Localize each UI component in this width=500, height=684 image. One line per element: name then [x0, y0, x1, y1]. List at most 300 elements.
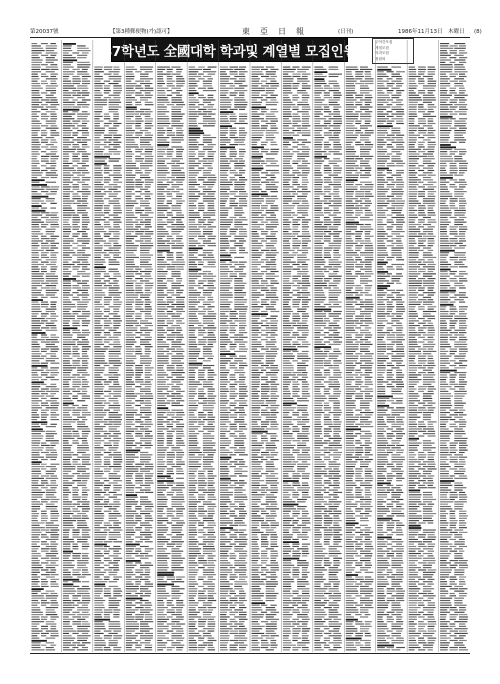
text-line — [266, 351, 277, 352]
text-line — [72, 269, 78, 270]
text-line — [126, 196, 132, 197]
text-line — [167, 226, 176, 227]
text-line — [189, 231, 201, 232]
text-line — [171, 553, 181, 554]
text-line — [113, 153, 120, 154]
text-line — [230, 525, 239, 526]
text-line — [220, 372, 229, 373]
text-line — [72, 595, 81, 596]
text-line — [252, 412, 260, 413]
text-line — [167, 128, 173, 129]
text-line — [109, 139, 119, 140]
text-line — [189, 414, 195, 415]
text-line — [189, 104, 196, 105]
text-line — [266, 461, 274, 462]
text-line — [198, 412, 204, 413]
text-line — [72, 529, 79, 530]
text-line — [82, 529, 91, 530]
text-line — [104, 443, 111, 444]
text-line — [140, 638, 153, 639]
text-line — [94, 562, 104, 563]
text-line — [157, 203, 163, 204]
text-line — [140, 137, 152, 138]
text-line — [203, 553, 212, 554]
text-line — [50, 464, 59, 465]
text-line — [208, 262, 216, 263]
text-line — [270, 99, 276, 100]
text-line — [63, 607, 75, 608]
text-line — [113, 137, 120, 138]
text-line — [167, 511, 176, 512]
text-line — [145, 374, 153, 375]
text-line — [126, 440, 135, 441]
text-line — [72, 616, 81, 617]
text-line — [32, 95, 41, 96]
text-line — [109, 645, 118, 646]
text-line — [198, 567, 205, 568]
text-line — [82, 572, 89, 573]
text-line — [189, 457, 202, 458]
text-line — [189, 649, 197, 650]
text-line — [94, 330, 104, 331]
text-line — [77, 635, 90, 636]
text-line — [167, 631, 174, 632]
text-line — [32, 438, 43, 439]
text-line — [50, 443, 58, 444]
text-line — [220, 71, 226, 72]
text-line — [140, 280, 149, 281]
text-line — [189, 309, 199, 310]
text-line — [113, 304, 121, 305]
text-line — [32, 294, 44, 295]
text-line — [46, 447, 54, 448]
text-line — [167, 297, 172, 298]
text-line — [32, 45, 41, 46]
text-line — [140, 311, 151, 312]
text-line — [135, 118, 142, 119]
text-line — [266, 83, 279, 84]
text-line — [46, 400, 57, 401]
text-line — [189, 318, 198, 319]
text-line — [189, 600, 195, 601]
text-line — [252, 215, 259, 216]
text-line — [82, 353, 87, 354]
text-line — [77, 341, 89, 342]
text-line — [252, 264, 261, 265]
text-line — [46, 508, 57, 509]
text-line — [94, 487, 99, 488]
text-line — [41, 374, 48, 375]
text-line — [252, 158, 262, 159]
text-line — [176, 473, 184, 474]
text-line — [176, 602, 183, 603]
text-line — [167, 269, 176, 270]
text-line — [239, 607, 246, 608]
text-line — [135, 414, 142, 415]
text-line — [157, 461, 165, 462]
text-line — [104, 236, 110, 237]
text-line — [145, 426, 151, 427]
text-line — [157, 149, 166, 150]
text-line — [50, 633, 58, 634]
text-line — [72, 473, 80, 474]
text-line — [94, 309, 100, 310]
text-line — [63, 161, 68, 162]
text-line — [104, 341, 110, 342]
text-line — [252, 118, 264, 119]
text-line — [297, 69, 309, 70]
text-line — [220, 424, 226, 425]
text-line — [167, 609, 175, 610]
text-line — [94, 555, 104, 556]
text-line — [32, 623, 40, 624]
text-line — [171, 379, 183, 380]
text-line — [32, 363, 41, 364]
text-line — [32, 337, 37, 338]
text-line — [252, 431, 268, 433]
text-line — [63, 351, 71, 352]
text-line — [157, 99, 168, 100]
text-line — [252, 421, 258, 422]
text-line — [220, 149, 227, 150]
text-line — [113, 631, 121, 632]
text-line — [234, 102, 247, 103]
text-line — [145, 447, 151, 448]
text-line — [189, 172, 199, 173]
text-line — [220, 139, 231, 140]
text-line — [41, 501, 48, 502]
text-line — [63, 574, 71, 575]
text-line — [109, 574, 117, 575]
text-line — [252, 405, 261, 406]
text-line — [135, 71, 142, 72]
text-line — [140, 142, 150, 143]
text-line — [208, 186, 214, 187]
text-line — [145, 118, 153, 119]
text-line — [266, 548, 274, 549]
text-line — [104, 638, 112, 639]
text-line — [189, 109, 196, 110]
text-line — [94, 384, 102, 385]
text-line — [220, 428, 227, 429]
text-line — [208, 567, 215, 568]
text-line — [126, 419, 134, 420]
text-line — [266, 363, 274, 364]
text-line — [270, 645, 277, 646]
text-line — [126, 184, 135, 185]
text-line — [208, 226, 217, 227]
text-line — [77, 614, 90, 615]
text-line — [32, 97, 43, 98]
text-line — [94, 182, 101, 183]
text-line — [157, 346, 169, 347]
text-line — [261, 579, 267, 580]
text-line — [82, 144, 87, 145]
text-line — [50, 135, 59, 136]
text-line — [234, 584, 247, 585]
text-line — [220, 490, 228, 491]
text-line — [126, 372, 134, 373]
text-line — [167, 482, 176, 483]
text-line — [46, 346, 58, 347]
text-line — [41, 302, 48, 303]
text-line — [126, 438, 134, 439]
text-line — [261, 182, 269, 183]
text-line — [220, 186, 230, 187]
text-line — [171, 569, 183, 570]
text-line — [32, 398, 39, 399]
text-line — [252, 299, 257, 300]
text-line — [189, 464, 202, 465]
text-line — [239, 349, 248, 350]
text-line — [266, 586, 277, 587]
text-line — [270, 412, 278, 413]
text-line — [198, 374, 205, 375]
text-line — [126, 280, 137, 281]
text-line — [261, 334, 268, 335]
text-line — [157, 412, 166, 413]
text-line — [126, 555, 132, 556]
text-line — [94, 226, 103, 227]
text-line — [104, 250, 113, 251]
text-line — [252, 450, 261, 451]
text-line — [104, 334, 111, 335]
text-line — [109, 290, 119, 291]
text-line — [252, 186, 261, 187]
text-line — [63, 172, 70, 173]
text-line — [63, 614, 76, 615]
text-line — [109, 640, 118, 641]
text-line — [230, 574, 237, 575]
text-line — [77, 452, 86, 453]
text-line — [189, 351, 201, 352]
text-line — [50, 337, 59, 338]
text-line — [176, 149, 184, 150]
text-line — [230, 396, 237, 397]
text-line — [126, 513, 139, 514]
text-line — [82, 339, 88, 340]
text-line — [109, 600, 121, 601]
text-line — [176, 76, 183, 77]
text-line — [41, 635, 46, 636]
text-line — [72, 490, 79, 491]
text-line — [302, 88, 310, 89]
text-line — [157, 74, 170, 75]
text-line — [41, 313, 49, 314]
text-line — [72, 598, 78, 599]
text-line — [208, 114, 216, 115]
text-line — [109, 581, 118, 582]
text-line — [72, 351, 78, 352]
text-line — [145, 431, 152, 432]
text-line — [82, 78, 88, 79]
text-line — [203, 435, 215, 436]
text-line — [198, 497, 204, 498]
text-line — [220, 504, 226, 505]
text-line — [126, 598, 143, 600]
text-line — [230, 626, 238, 627]
text-line — [113, 212, 121, 213]
text-line — [198, 226, 206, 227]
text-line — [266, 90, 275, 91]
text-line — [94, 591, 102, 592]
text-line — [145, 562, 152, 563]
text-line — [208, 529, 215, 530]
text-line — [189, 226, 197, 227]
text-line — [63, 142, 74, 143]
text-line — [113, 649, 120, 650]
text-line — [126, 482, 133, 483]
text-line — [109, 83, 119, 84]
text-line — [50, 501, 57, 502]
text-line — [234, 421, 244, 422]
text-line — [266, 158, 275, 159]
text-line — [270, 579, 275, 580]
text-line — [63, 325, 70, 326]
text-line — [135, 365, 143, 366]
text-line — [46, 396, 54, 397]
text-line — [145, 351, 151, 352]
text-line — [239, 231, 247, 232]
text-line — [140, 635, 153, 636]
text-line — [203, 457, 213, 458]
text-line — [113, 541, 122, 542]
text-line — [208, 379, 215, 380]
text-line — [113, 116, 119, 117]
text-line — [270, 525, 278, 526]
text-line — [50, 217, 58, 218]
text-line — [157, 586, 165, 587]
text-line — [203, 294, 212, 295]
text-line — [189, 574, 197, 575]
text-line — [189, 506, 197, 507]
text-line — [167, 605, 175, 606]
text-line — [46, 339, 58, 340]
text-line — [63, 515, 70, 516]
text-line — [94, 327, 101, 328]
text-line — [126, 558, 135, 559]
text-line — [230, 330, 237, 331]
text-line — [167, 468, 173, 469]
text-line — [239, 247, 245, 248]
text-line — [176, 600, 183, 601]
text-line — [94, 445, 100, 446]
text-line — [50, 177, 57, 178]
text-line — [140, 363, 151, 364]
text-line — [63, 255, 70, 256]
text-line — [126, 313, 135, 314]
text-line — [63, 529, 70, 530]
text-line — [189, 198, 199, 199]
text-line — [109, 440, 120, 441]
text-line — [252, 562, 258, 563]
text-line — [167, 182, 174, 183]
text-line — [203, 386, 213, 387]
text-line — [77, 240, 90, 241]
text-line — [135, 581, 141, 582]
text-line — [140, 609, 153, 610]
text-line — [234, 487, 242, 488]
text-line — [126, 106, 137, 108]
text-line — [239, 388, 247, 389]
text-line — [145, 290, 150, 291]
text-line — [41, 518, 48, 519]
text-line — [94, 647, 102, 648]
text-line — [234, 372, 245, 373]
text-line — [171, 318, 184, 319]
text-line — [252, 527, 258, 528]
text-line — [94, 400, 106, 401]
text-line — [234, 508, 244, 509]
text-line — [126, 135, 133, 136]
text-line — [50, 562, 55, 563]
text-line — [72, 494, 78, 495]
text-line — [94, 513, 103, 514]
text-line — [208, 306, 215, 307]
text-line — [198, 151, 205, 152]
text-line — [94, 285, 102, 286]
text-line — [189, 553, 201, 554]
text-line — [32, 283, 41, 284]
text-line — [46, 97, 57, 98]
text-line — [126, 123, 135, 124]
text-line — [167, 616, 173, 617]
text-line — [189, 311, 198, 312]
text-line — [94, 229, 104, 230]
text-line — [82, 494, 88, 495]
text-line — [94, 76, 102, 77]
text-line — [46, 391, 59, 392]
text-line — [46, 431, 56, 432]
text-line — [203, 635, 212, 636]
text-line — [140, 175, 149, 176]
text-line — [167, 255, 173, 256]
text-line — [157, 414, 163, 415]
text-line — [145, 337, 152, 338]
text-line — [63, 466, 76, 467]
text-line — [63, 379, 71, 380]
text-line — [220, 616, 230, 617]
text-line — [157, 344, 169, 345]
text-line — [94, 116, 102, 117]
text-line — [46, 546, 57, 547]
text-line — [261, 109, 269, 110]
text-line — [41, 130, 47, 131]
text-line — [239, 558, 246, 559]
text-line — [157, 576, 164, 577]
text-line — [220, 78, 229, 79]
text-line — [63, 468, 75, 469]
text-line — [32, 280, 45, 281]
text-line — [230, 640, 239, 641]
text-line — [252, 638, 264, 639]
text-line — [94, 123, 100, 124]
text-line — [198, 388, 204, 389]
text-line — [208, 377, 214, 378]
text-line — [126, 203, 139, 204]
text-line — [176, 468, 182, 469]
text-line — [261, 513, 269, 514]
text-column — [63, 43, 91, 650]
text-line — [126, 520, 135, 521]
text-line — [252, 233, 259, 234]
text-line — [50, 403, 59, 404]
text-line — [283, 106, 291, 107]
text-line — [63, 372, 71, 373]
text-line — [171, 210, 181, 211]
text-line — [94, 398, 104, 399]
text-line — [270, 121, 278, 122]
